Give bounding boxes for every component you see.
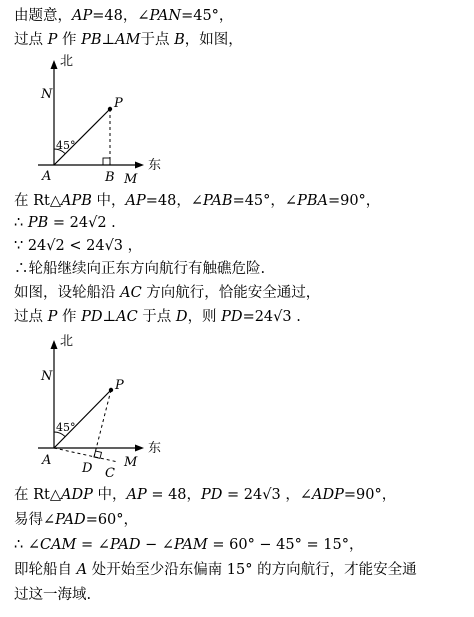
math-ap: AP [126,487,147,503]
text-line-13 [14,585,91,605]
text-seg: 方向航行，恰能安全通过， [141,285,321,301]
text-seg: 过点 [14,309,48,325]
math-a: A [76,562,88,578]
text-seg: ，则 [187,309,222,325]
text-seg: ∵ 24√2 < 24√3 ， [14,238,143,254]
text-seg: =24√3 . [242,309,301,325]
text-seg: =48，∠ [145,193,203,209]
east-arrowhead [135,162,144,169]
math-pad: PAD [55,512,86,528]
math-pad: PAD [109,537,141,553]
math-p: P [47,309,58,325]
east-arrowhead [135,445,144,452]
text-line-6 [14,259,265,279]
text-seg: 作 [57,309,82,325]
north-arrowhead [51,340,58,349]
math-cam: CAM [39,537,77,553]
math-pam: PAM [174,537,208,553]
math-pan: PAN [149,8,182,24]
text-line-11 [14,535,363,555]
label-m: M [124,172,138,187]
text-line-1 [14,6,233,26]
text-line-3 [14,191,380,211]
text-seg: 过这一海域. [14,587,92,603]
text-seg: = 48， [146,487,202,503]
text-seg: = 24√2 . [48,215,116,231]
text-line-5 [14,236,142,256]
text-seg: = ∠ [76,537,110,553]
math-ap: AP [72,8,93,24]
figure-1-diagram [14,52,174,190]
math-d: D [175,309,188,325]
perp-symbol: ⊥ [101,32,116,48]
text-seg: 在 Rt△ [14,193,62,209]
text-seg: 于点 [140,32,175,48]
math-ac: AC [120,285,142,301]
label-n: N [41,369,53,384]
text-seg: =45°， [181,8,234,24]
text-seg: 由题意， [14,8,72,24]
label-m: M [124,455,138,470]
label-d: D [82,461,93,476]
math-ap: AP [125,193,146,209]
math-adp: ADP [61,487,93,503]
text-seg: ∴轮船继续向正东方向航行有触礁危险. [14,261,266,277]
math-p: P [47,32,58,48]
north-arrowhead [51,60,58,69]
text-seg: 于点 [137,309,176,325]
math-adp: ADP [311,487,344,503]
text-seg: 如图，设轮船沿 [14,285,121,301]
text-line-9 [14,485,396,505]
math-am: AM [115,32,141,48]
text-seg: 中， [92,487,127,503]
text-line-8 [14,307,301,327]
label-angle: 45° [56,421,76,434]
math-pd: PD [81,309,103,325]
math-ac: AC [116,309,138,325]
text-line-4 [14,213,116,233]
text-seg: ∴ [14,215,28,231]
figure-2-diagram [14,330,174,480]
text-seg: =48，∠ [92,8,150,24]
text-seg: 即轮船自 [14,562,77,578]
label-east: 东 [148,158,162,173]
label-c: C [105,466,115,480]
text-seg: 作 [57,32,82,48]
math-pd: PD [221,309,243,325]
math-b: B [174,32,185,48]
label-p: P [115,378,124,393]
line-ap [54,109,110,165]
text-line-7 [14,283,320,303]
text-seg: ∴ ∠ [14,537,40,553]
text-line-10 [14,510,138,530]
label-a: A [42,169,52,184]
label-b: B [105,170,115,185]
text-seg: 处开始至少沿东偏南 15° 的方向航行，才能安全通 [87,562,417,578]
text-seg: = 60° − 45° = 15°， [207,537,364,553]
label-a: A [42,453,52,468]
text-seg: ，如图， [184,32,243,48]
label-angle: 45° [56,139,76,152]
label-north: 北 [60,54,74,69]
text-seg: =60°， [85,512,139,528]
text-line-12 [14,560,417,580]
math-apb: APB [61,193,92,209]
math-pb: PB [81,32,102,48]
text-seg: 中， [91,193,126,209]
math-pd: PD [201,487,223,503]
line-pd-dashed [94,390,111,457]
text-seg: 在 Rt△ [14,487,62,503]
perp-symbol: ⊥ [102,309,117,325]
label-p: P [114,96,123,111]
label-east: 东 [148,441,162,456]
text-seg: =90°， [327,193,381,209]
math-pb: PB [27,215,49,231]
math-pba: PBA [297,193,328,209]
math-pab: PAB [203,193,233,209]
text-seg: =45°，∠ [232,193,298,209]
line-ac-dashed [54,448,118,462]
text-seg: − ∠ [140,537,174,553]
label-north: 北 [60,334,74,349]
text-seg: =90°， [343,487,397,503]
text-seg: 易得∠ [14,512,56,528]
text-seg: 过点 [14,32,48,48]
text-line-2 [14,30,243,50]
label-n: N [41,87,53,102]
text-seg: = 24√3 ，∠ [222,487,312,503]
right-angle-mark [103,158,110,165]
line-ap [54,390,111,448]
